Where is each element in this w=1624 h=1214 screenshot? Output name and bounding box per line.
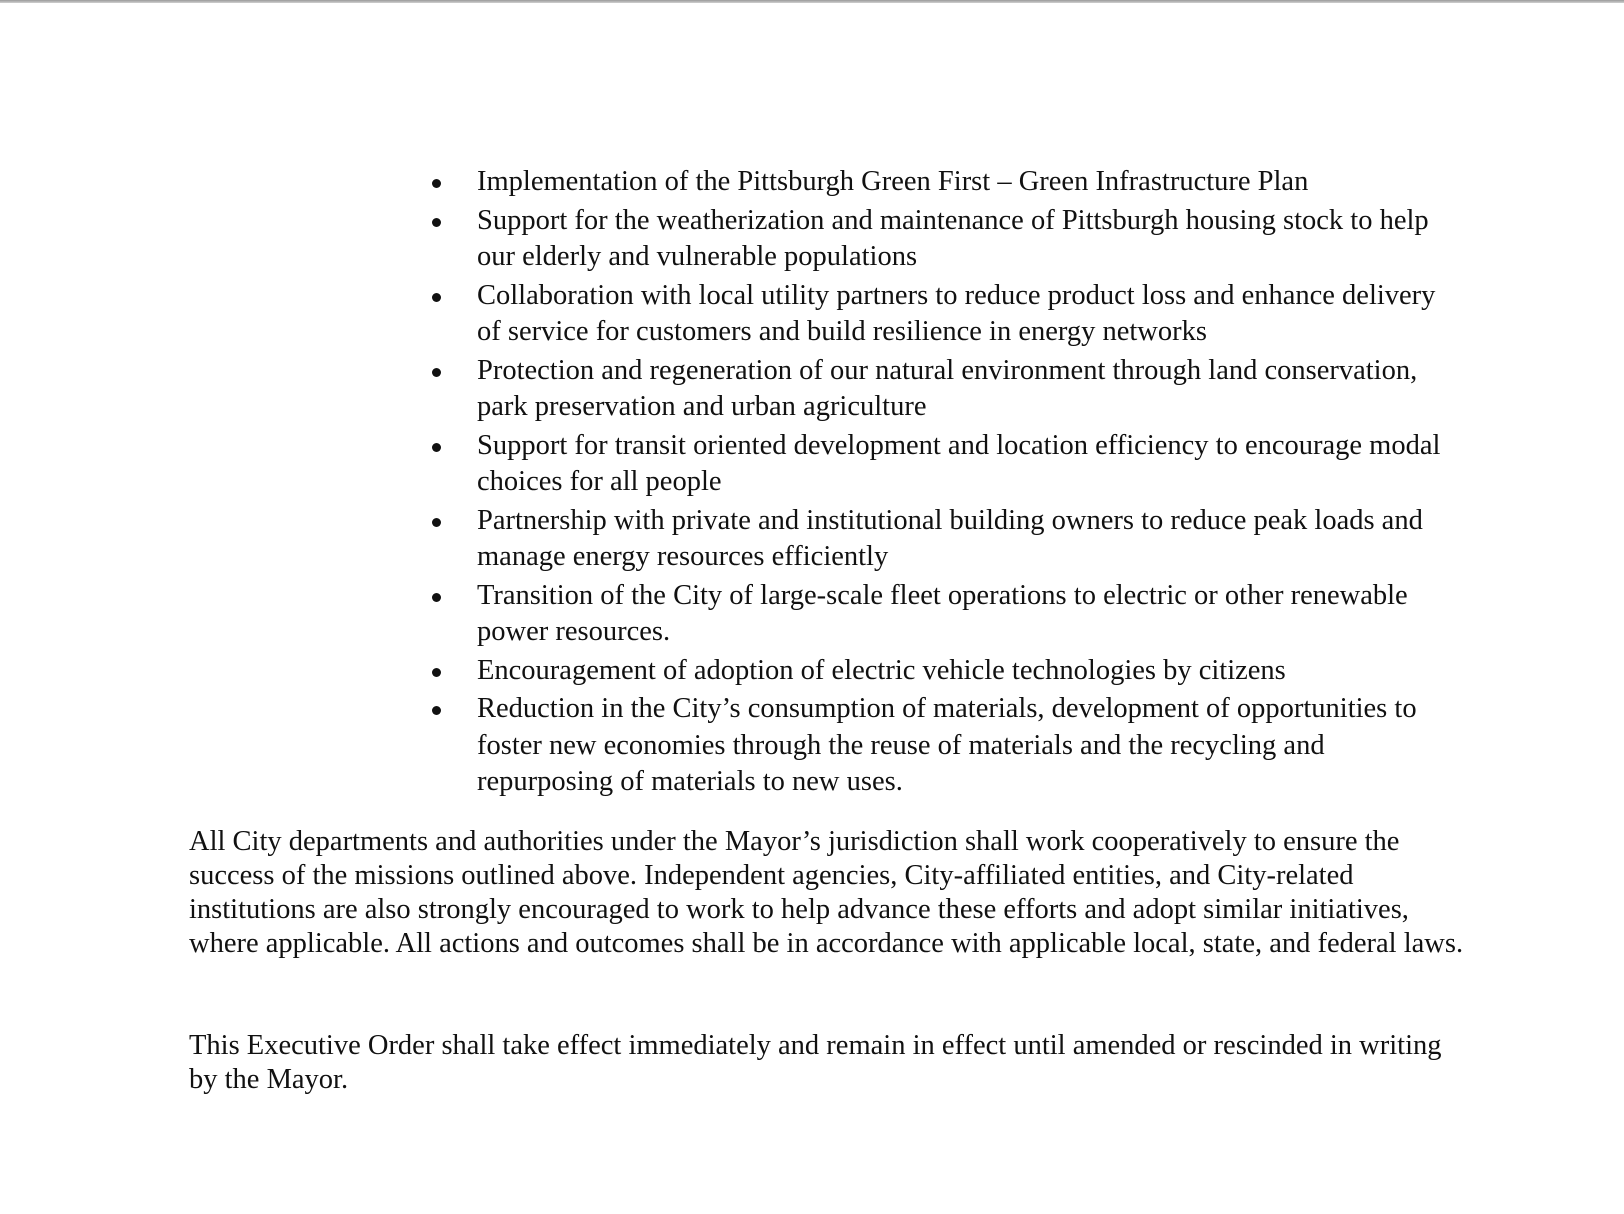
bullet-text: Reduction in the City’s consumption of materials, development of opportunities to foster new economies through the reuse of materials and the recycling and repurposing of materials to new uses. — [477, 693, 1417, 797]
bullet-item — [426, 503, 1466, 576]
bullet-dot-icon — [432, 668, 441, 677]
bullet-item — [426, 278, 1466, 351]
bullet-text: Partnership with private and institutional building owners to reduce peak loads and manage energy resources efficiently — [477, 504, 1423, 572]
bullet-text: Collaboration with local utility partners to reduce product loss and enhance delivery of service for customers and build resilience in energy networks — [477, 279, 1436, 347]
bullet-item — [426, 164, 1466, 201]
bullet-dot-icon — [432, 706, 441, 715]
bullet-dot-icon — [432, 443, 441, 452]
initiatives-bullet-list — [426, 164, 1466, 803]
bullet-item — [426, 578, 1466, 651]
bullet-text: Support for transit oriented development and location efficiency to encourage modal choices for all people — [477, 429, 1441, 497]
bullet-text: Protection and regeneration of our natural environment through land conservation, park preservation and urban agriculture — [477, 354, 1418, 422]
bullet-dot-icon — [432, 218, 441, 227]
bullet-item — [426, 428, 1466, 501]
bullet-text: Implementation of the Pittsburgh Green First – Green Infrastructure Plan — [477, 166, 1309, 197]
cooperation-paragraph: All City departments and authorities under the Mayor’s jurisdiction shall work cooperatively to ensure the success of the missions outlined above. Independent agencies, City-affiliated entities, and City-related institutions are also strongly encouraged to work to help advance these efforts and adopt similar initiatives, where applicable. All actions and outcomes shall be in accordance with applicable local, state, and federal laws. — [189, 826, 1464, 959]
effective-date-paragraph: This Executive Order shall take effect immediately and remain in effect until amended or rescinded in writing by the Mayor. — [189, 1030, 1442, 1095]
bullet-dot-icon — [432, 293, 441, 302]
page-top-border — [0, 0, 1624, 3]
bullet-dot-icon — [432, 593, 441, 602]
bullet-dot-icon — [432, 179, 441, 188]
bullet-text: Support for the weatherization and maintenance of Pittsburgh housing stock to help our elderly and vulnerable populations — [477, 204, 1429, 272]
bullet-item — [426, 653, 1466, 690]
bullet-text: Transition of the City of large-scale fleet operations to electric or other renewable power resources. — [477, 579, 1408, 647]
bullet-item — [426, 203, 1466, 276]
bullet-dot-icon — [432, 368, 441, 377]
bullet-text: Encouragement of adoption of electric vehicle technologies by citizens — [477, 654, 1286, 686]
bullet-item — [426, 353, 1466, 426]
bullet-item — [426, 691, 1466, 801]
bullet-dot-icon — [432, 518, 441, 527]
